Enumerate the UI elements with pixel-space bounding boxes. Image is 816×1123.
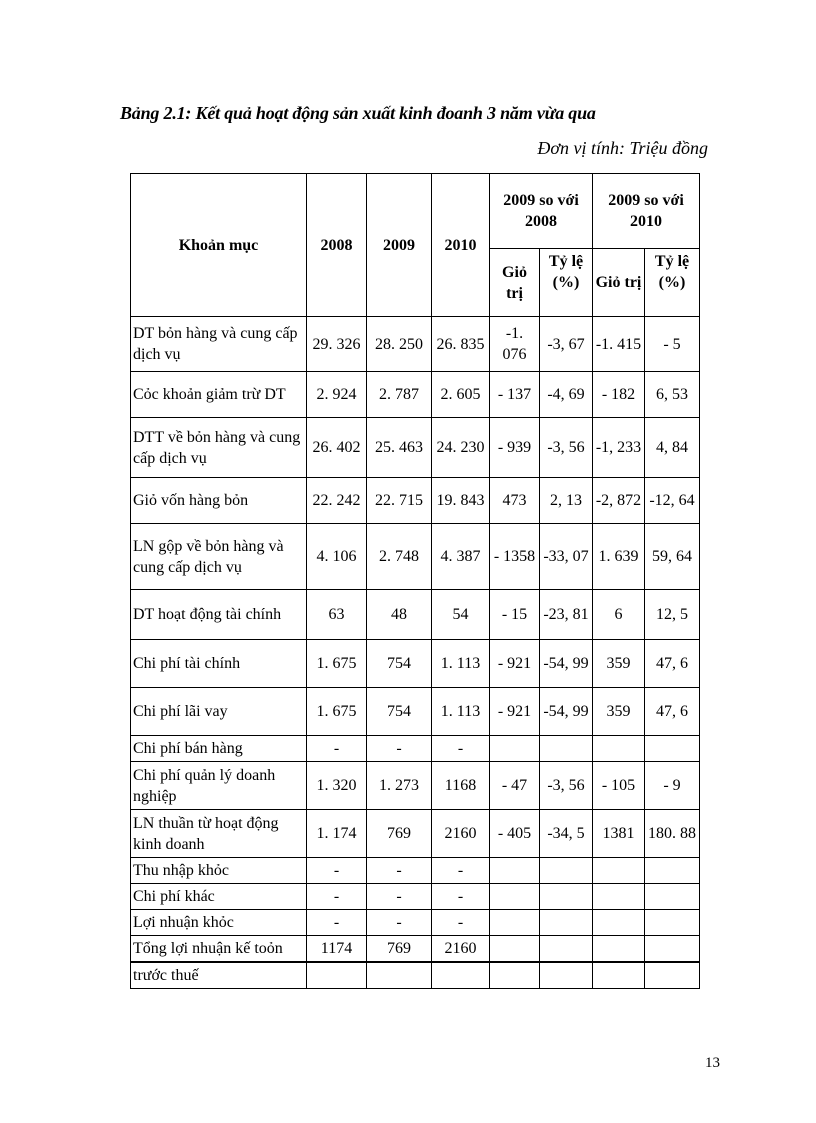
cell-r1: 2, 13 [540,478,593,524]
cell-item: DT bỏn hàng và cung cấp dịch vụ [131,317,307,372]
cell-v2: - 182 [593,372,645,418]
cell-r1: -3, 56 [540,762,593,810]
table-row [131,640,700,688]
cell-y2009: 2. 787 [367,372,432,418]
cell-r2 [645,910,700,936]
cell-r2: - 5 [645,317,700,372]
cell-y2008: 2. 924 [307,372,367,418]
cell-item: Chi phí tài chính [131,640,307,688]
cell-y2008: 1. 174 [307,810,367,858]
cell-r1 [540,736,593,762]
cell-v2: 1. 639 [593,524,645,590]
cell-item: Tổng lợi nhuận kế toỏn [131,936,307,963]
cell-v1: -1. 076 [490,317,540,372]
cell-r1: -54, 99 [540,688,593,736]
header-2009: 2009 [367,174,432,317]
header-value: Giỏ trị [490,249,540,317]
table-row [131,418,700,478]
table-row [131,858,700,884]
cell-y2009: 22. 715 [367,478,432,524]
cell-item: Chi phí bán hàng [131,736,307,762]
cell-r1 [540,910,593,936]
cell-y2008: 1. 320 [307,762,367,810]
cell-y2010 [432,962,490,989]
cell-v1: - 921 [490,688,540,736]
table-row [131,478,700,524]
cell-item: DT hoạt động tài chính [131,590,307,640]
cell-y2009: 1. 273 [367,762,432,810]
cell-y2008: 1. 675 [307,640,367,688]
cell-y2008: 26. 402 [307,418,367,478]
cell-v2 [593,884,645,910]
table-row [131,688,700,736]
cell-y2010: 1. 113 [432,688,490,736]
cell-r1 [540,858,593,884]
cell-y2009: 754 [367,688,432,736]
header-compare-2010: 2009 so với 2010 [593,174,700,249]
table-title: Bảng 2.1: Kết quả hoạt động sản xuất kinh đoanh 3 năm vừa qua [120,103,596,123]
cell-v1 [490,736,540,762]
cell-y2008: - [307,884,367,910]
cell-r2 [645,962,700,989]
cell-r2: - 9 [645,762,700,810]
cell-y2008: 22. 242 [307,478,367,524]
cell-y2009: - [367,910,432,936]
table-row [131,736,700,762]
cell-y2010: - [432,736,490,762]
cell-v2 [593,858,645,884]
cell-r2: 47, 6 [645,640,700,688]
cell-r1: -33, 07 [540,524,593,590]
cell-item: Giỏ vốn hàng bỏn [131,478,307,524]
cell-y2010: 26. 835 [432,317,490,372]
table-row [131,317,700,372]
cell-y2009: 48 [367,590,432,640]
table-row [131,524,700,590]
cell-y2010: 1168 [432,762,490,810]
cell-v1: - 15 [490,590,540,640]
cell-r2 [645,858,700,884]
cell-y2009: 2. 748 [367,524,432,590]
cell-y2008: - [307,858,367,884]
cell-r1: -3, 56 [540,418,593,478]
cell-v2: 359 [593,688,645,736]
cell-y2009: 28. 250 [367,317,432,372]
cell-y2010: 1. 113 [432,640,490,688]
header-rate: Tỷ lệ (%) [540,249,593,317]
page-number: 13 [705,1055,720,1071]
cell-r1: -4, 69 [540,372,593,418]
cell-item: Cỏc khoản giảm trừ DT [131,372,307,418]
cell-y2010: - [432,910,490,936]
cell-v2: -2, 872 [593,478,645,524]
cell-y2010: 2160 [432,810,490,858]
cell-v2: 1381 [593,810,645,858]
table-row [131,936,700,963]
cell-y2008 [307,962,367,989]
cell-y2010: 19. 843 [432,478,490,524]
cell-item: LN gộp về bỏn hàng và cung cấp dịch vụ [131,524,307,590]
cell-r2: -12, 64 [645,478,700,524]
cell-v1: - 921 [490,640,540,688]
cell-y2009: 769 [367,936,432,963]
cell-v1 [490,858,540,884]
header-rate: Tỷ lệ (%) [645,249,700,317]
cell-item: trước thuế [131,962,307,989]
cell-v1: - 1358 [490,524,540,590]
cell-y2009: 754 [367,640,432,688]
cell-r1 [540,962,593,989]
cell-r1 [540,884,593,910]
cell-r2: 6, 53 [645,372,700,418]
cell-r1: -54, 99 [540,640,593,688]
cell-v1: - 47 [490,762,540,810]
cell-v1 [490,962,540,989]
cell-r1: -34, 5 [540,810,593,858]
cell-v1 [490,936,540,963]
cell-y2010: - [432,858,490,884]
table-row [131,762,700,810]
table-row [131,962,700,989]
cell-v1: - 939 [490,418,540,478]
cell-r2 [645,884,700,910]
cell-item: Chi phí khác [131,884,307,910]
cell-v2: - 105 [593,762,645,810]
cell-item: LN thuần từ hoạt động kinh doanh [131,810,307,858]
cell-y2010: 54 [432,590,490,640]
cell-v1: - 405 [490,810,540,858]
cell-item: Thu nhập khỏc [131,858,307,884]
cell-v2 [593,962,645,989]
cell-y2009: 25. 463 [367,418,432,478]
cell-item: Lợi nhuận khỏc [131,910,307,936]
header-value: Giỏ trị [593,249,645,317]
cell-y2008: 4. 106 [307,524,367,590]
cell-r2: 59, 64 [645,524,700,590]
cell-y2009: - [367,858,432,884]
cell-item: DTT về bỏn hàng và cung cấp dịch vụ [131,418,307,478]
cell-r2 [645,736,700,762]
cell-v1: 473 [490,478,540,524]
cell-r1: -23, 81 [540,590,593,640]
header-compare-2008: 2009 so với 2008 [490,174,593,249]
table-row [131,372,700,418]
cell-y2008: 29. 326 [307,317,367,372]
cell-v2: 6 [593,590,645,640]
cell-y2008: 1. 675 [307,688,367,736]
cell-v2 [593,936,645,963]
cell-item: Chi phí quản lý doanh nghiệp [131,762,307,810]
cell-v2: -1, 233 [593,418,645,478]
cell-y2009 [367,962,432,989]
cell-r2 [645,936,700,963]
cell-r2: 4, 84 [645,418,700,478]
cell-item: Chi phí lãi vay [131,688,307,736]
cell-y2010: 4. 387 [432,524,490,590]
unit-note: Đơn vị tính: Triệu đồng [537,138,708,158]
cell-r2: 47, 6 [645,688,700,736]
cell-r2: 12, 5 [645,590,700,640]
cell-v2 [593,910,645,936]
table-row [131,810,700,858]
cell-v1: - 137 [490,372,540,418]
cell-y2010: 2. 605 [432,372,490,418]
header-2008: 2008 [307,174,367,317]
cell-v1 [490,884,540,910]
cell-y2008: 1174 [307,936,367,963]
cell-y2009: - [367,884,432,910]
cell-r1: -3, 67 [540,317,593,372]
cell-y2010: - [432,884,490,910]
cell-v1 [490,910,540,936]
cell-y2008: - [307,910,367,936]
cell-y2010: 24. 230 [432,418,490,478]
cell-v2 [593,736,645,762]
table-row [131,884,700,910]
cell-v2: 359 [593,640,645,688]
table-row [131,910,700,936]
cell-r1 [540,936,593,963]
cell-y2010: 2160 [432,936,490,963]
cell-v2: -1. 415 [593,317,645,372]
cell-y2009: - [367,736,432,762]
cell-r2: 180. 88 [645,810,700,858]
table-row [131,590,700,640]
cell-y2009: 769 [367,810,432,858]
header-item: Khoản mục [131,174,307,317]
results-table [130,173,700,989]
cell-y2008: 63 [307,590,367,640]
header-2010: 2010 [432,174,490,317]
cell-y2008: - [307,736,367,762]
